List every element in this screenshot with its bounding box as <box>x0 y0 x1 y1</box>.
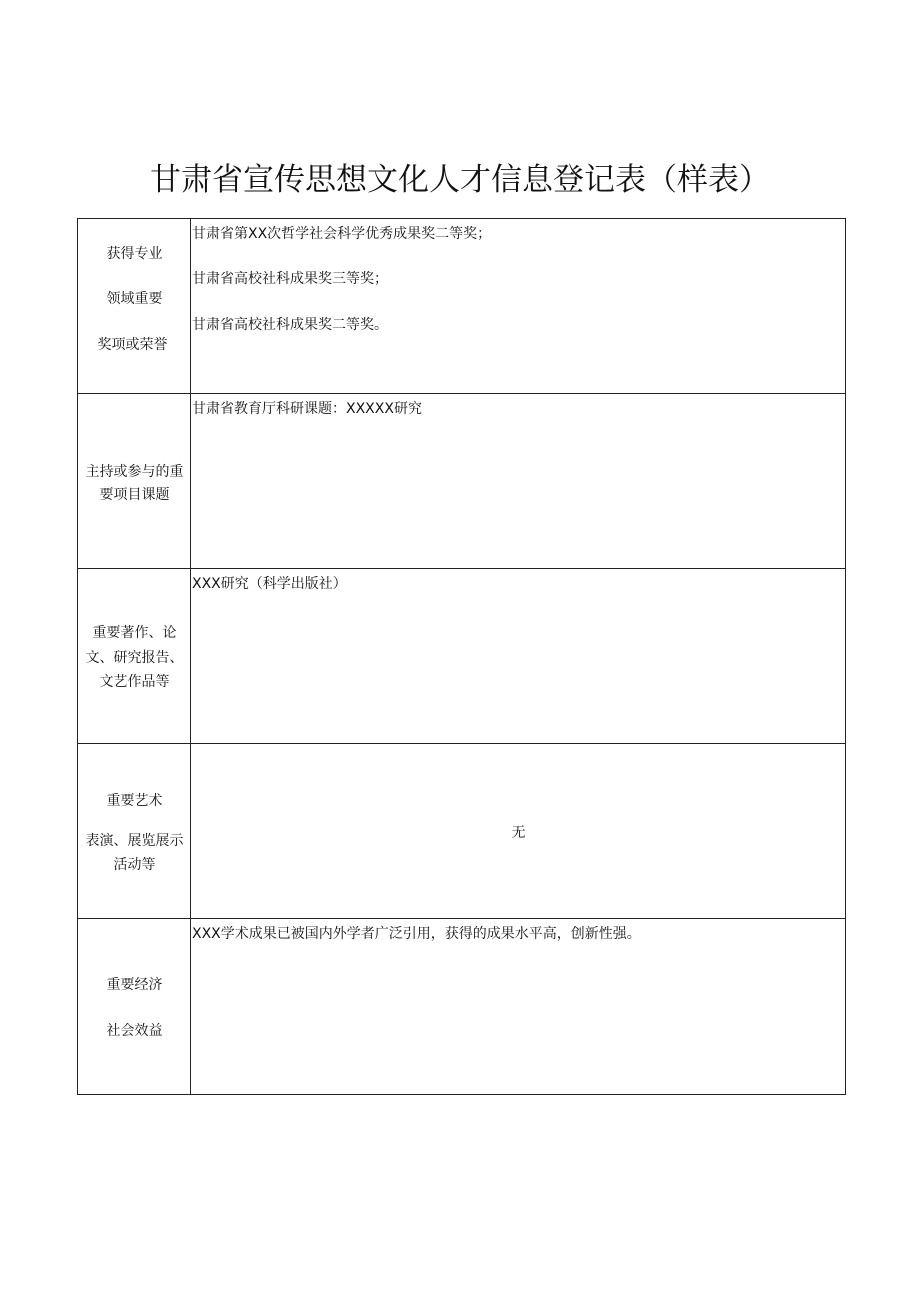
awards-label-cell <box>78 219 191 394</box>
table-row-benefits <box>78 919 846 1095</box>
table-row-works <box>78 569 846 744</box>
projects-label-line-1: 主持或参与的重 <box>85 464 184 480</box>
performances-none-note: 无 <box>511 825 526 841</box>
projects-content-cell <box>191 394 846 569</box>
benefits-content-cell <box>191 919 846 1095</box>
performances-content-cell <box>191 744 846 919</box>
awards-content-line-2: 甘肃省高校社科成果奖三等奖； <box>192 271 388 287</box>
awards-label-line-1: 获得专业 <box>106 246 163 262</box>
benefits-label-line-2: 社会效益 <box>106 1023 163 1039</box>
works-label-line-1: 重要著作、论 <box>92 625 177 641</box>
performances-label-cell <box>78 744 191 919</box>
performances-label-line-3: 活动等 <box>113 857 156 873</box>
table-row-projects <box>78 394 846 569</box>
awards-content-cell <box>191 219 846 394</box>
awards-label-line-3: 奖项或荣誉 <box>97 337 168 353</box>
projects-content-line-1: 甘肃省教育厅科研课题：XXXXX研究 <box>192 401 422 417</box>
awards-content-line-1: 甘肃省第XX次哲学社会科学优秀成果奖二等奖； <box>192 226 492 242</box>
projects-label-line-2: 要项目课题 <box>99 487 170 503</box>
performances-label-line-2: 表演、展览展示 <box>85 833 184 849</box>
benefits-label-line-1: 重要经济 <box>106 977 163 993</box>
works-label-line-2: 文、研究报告、 <box>85 650 184 666</box>
projects-label-cell <box>78 394 191 569</box>
benefits-label-cell <box>78 919 191 1095</box>
awards-label-line-2: 领域重要 <box>106 291 163 307</box>
registration-form-table <box>77 218 846 1095</box>
page-title: 甘肃省宣传思想文化人才信息登记表（样表） <box>150 162 770 198</box>
table-row-awards <box>78 219 846 394</box>
benefits-content-line-1: XXX学术成果已被国内外学者广泛引用，获得的成果水平高，创新性强。 <box>192 926 641 942</box>
works-content-cell <box>191 569 846 744</box>
works-label-cell <box>78 569 191 744</box>
performances-label-line-1: 重要艺术 <box>106 793 163 809</box>
awards-content-line-3: 甘肃省高校社科成果奖二等奖。 <box>192 317 388 333</box>
table-row-performances <box>78 744 846 919</box>
works-content-line-1: XXX研究（科学出版社） <box>192 576 347 592</box>
works-label-line-3: 文艺作品等 <box>99 674 170 690</box>
